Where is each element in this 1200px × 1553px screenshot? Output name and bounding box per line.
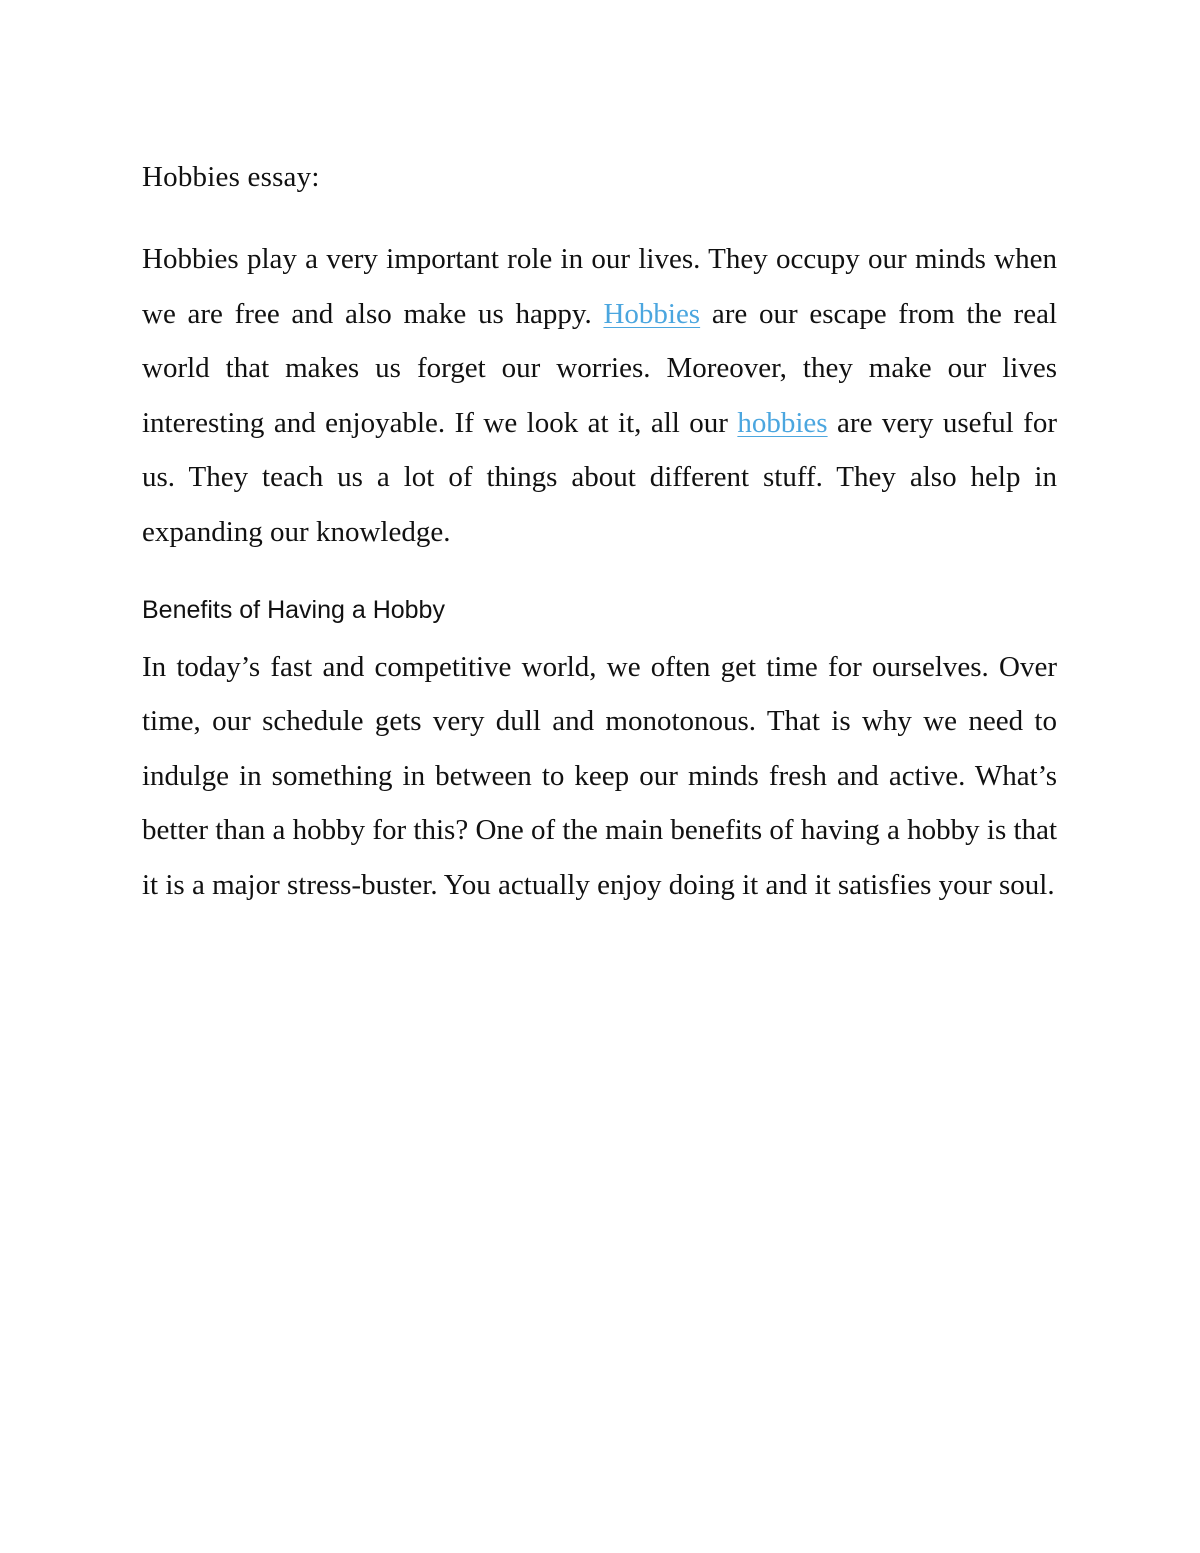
intro-paragraph (142, 232, 1057, 560)
benefits-paragraph: In today’s fast and competitive world, we often get time for ourselves. Over time, our schedule gets very dull and monotonous. That is why we need to indulge in something in between to keep our minds fresh and active. What’s better than a hobby for this? One of the main benefits of having a hobby is that it is a major stress-buster. You actually enjoy doing it and it satisfies your soul. (142, 650, 1057, 901)
intro-text-2: are our escape from the real world that makes us forget our worries. Moreover, they make our lives interesting and enjoyable. If we look at it, all our (142, 297, 1058, 439)
document-page (142, 155, 1057, 913)
document-title: Hobbies essay: (142, 161, 320, 193)
hobbies-link[interactable]: Hobbies (603, 297, 701, 330)
intro-text-3: are very useful for us. They teach us a lot of things about different stuff. They also help in expanding our knowledge. (142, 406, 1057, 548)
section-heading: Benefits of Having a Hobby (142, 595, 445, 624)
intro-text-1: Hobbies play a very important role in our lives. They occupy our minds when we are free and also make us happy. (142, 243, 1057, 330)
hobbies-link-2[interactable]: hobbies (737, 406, 828, 439)
